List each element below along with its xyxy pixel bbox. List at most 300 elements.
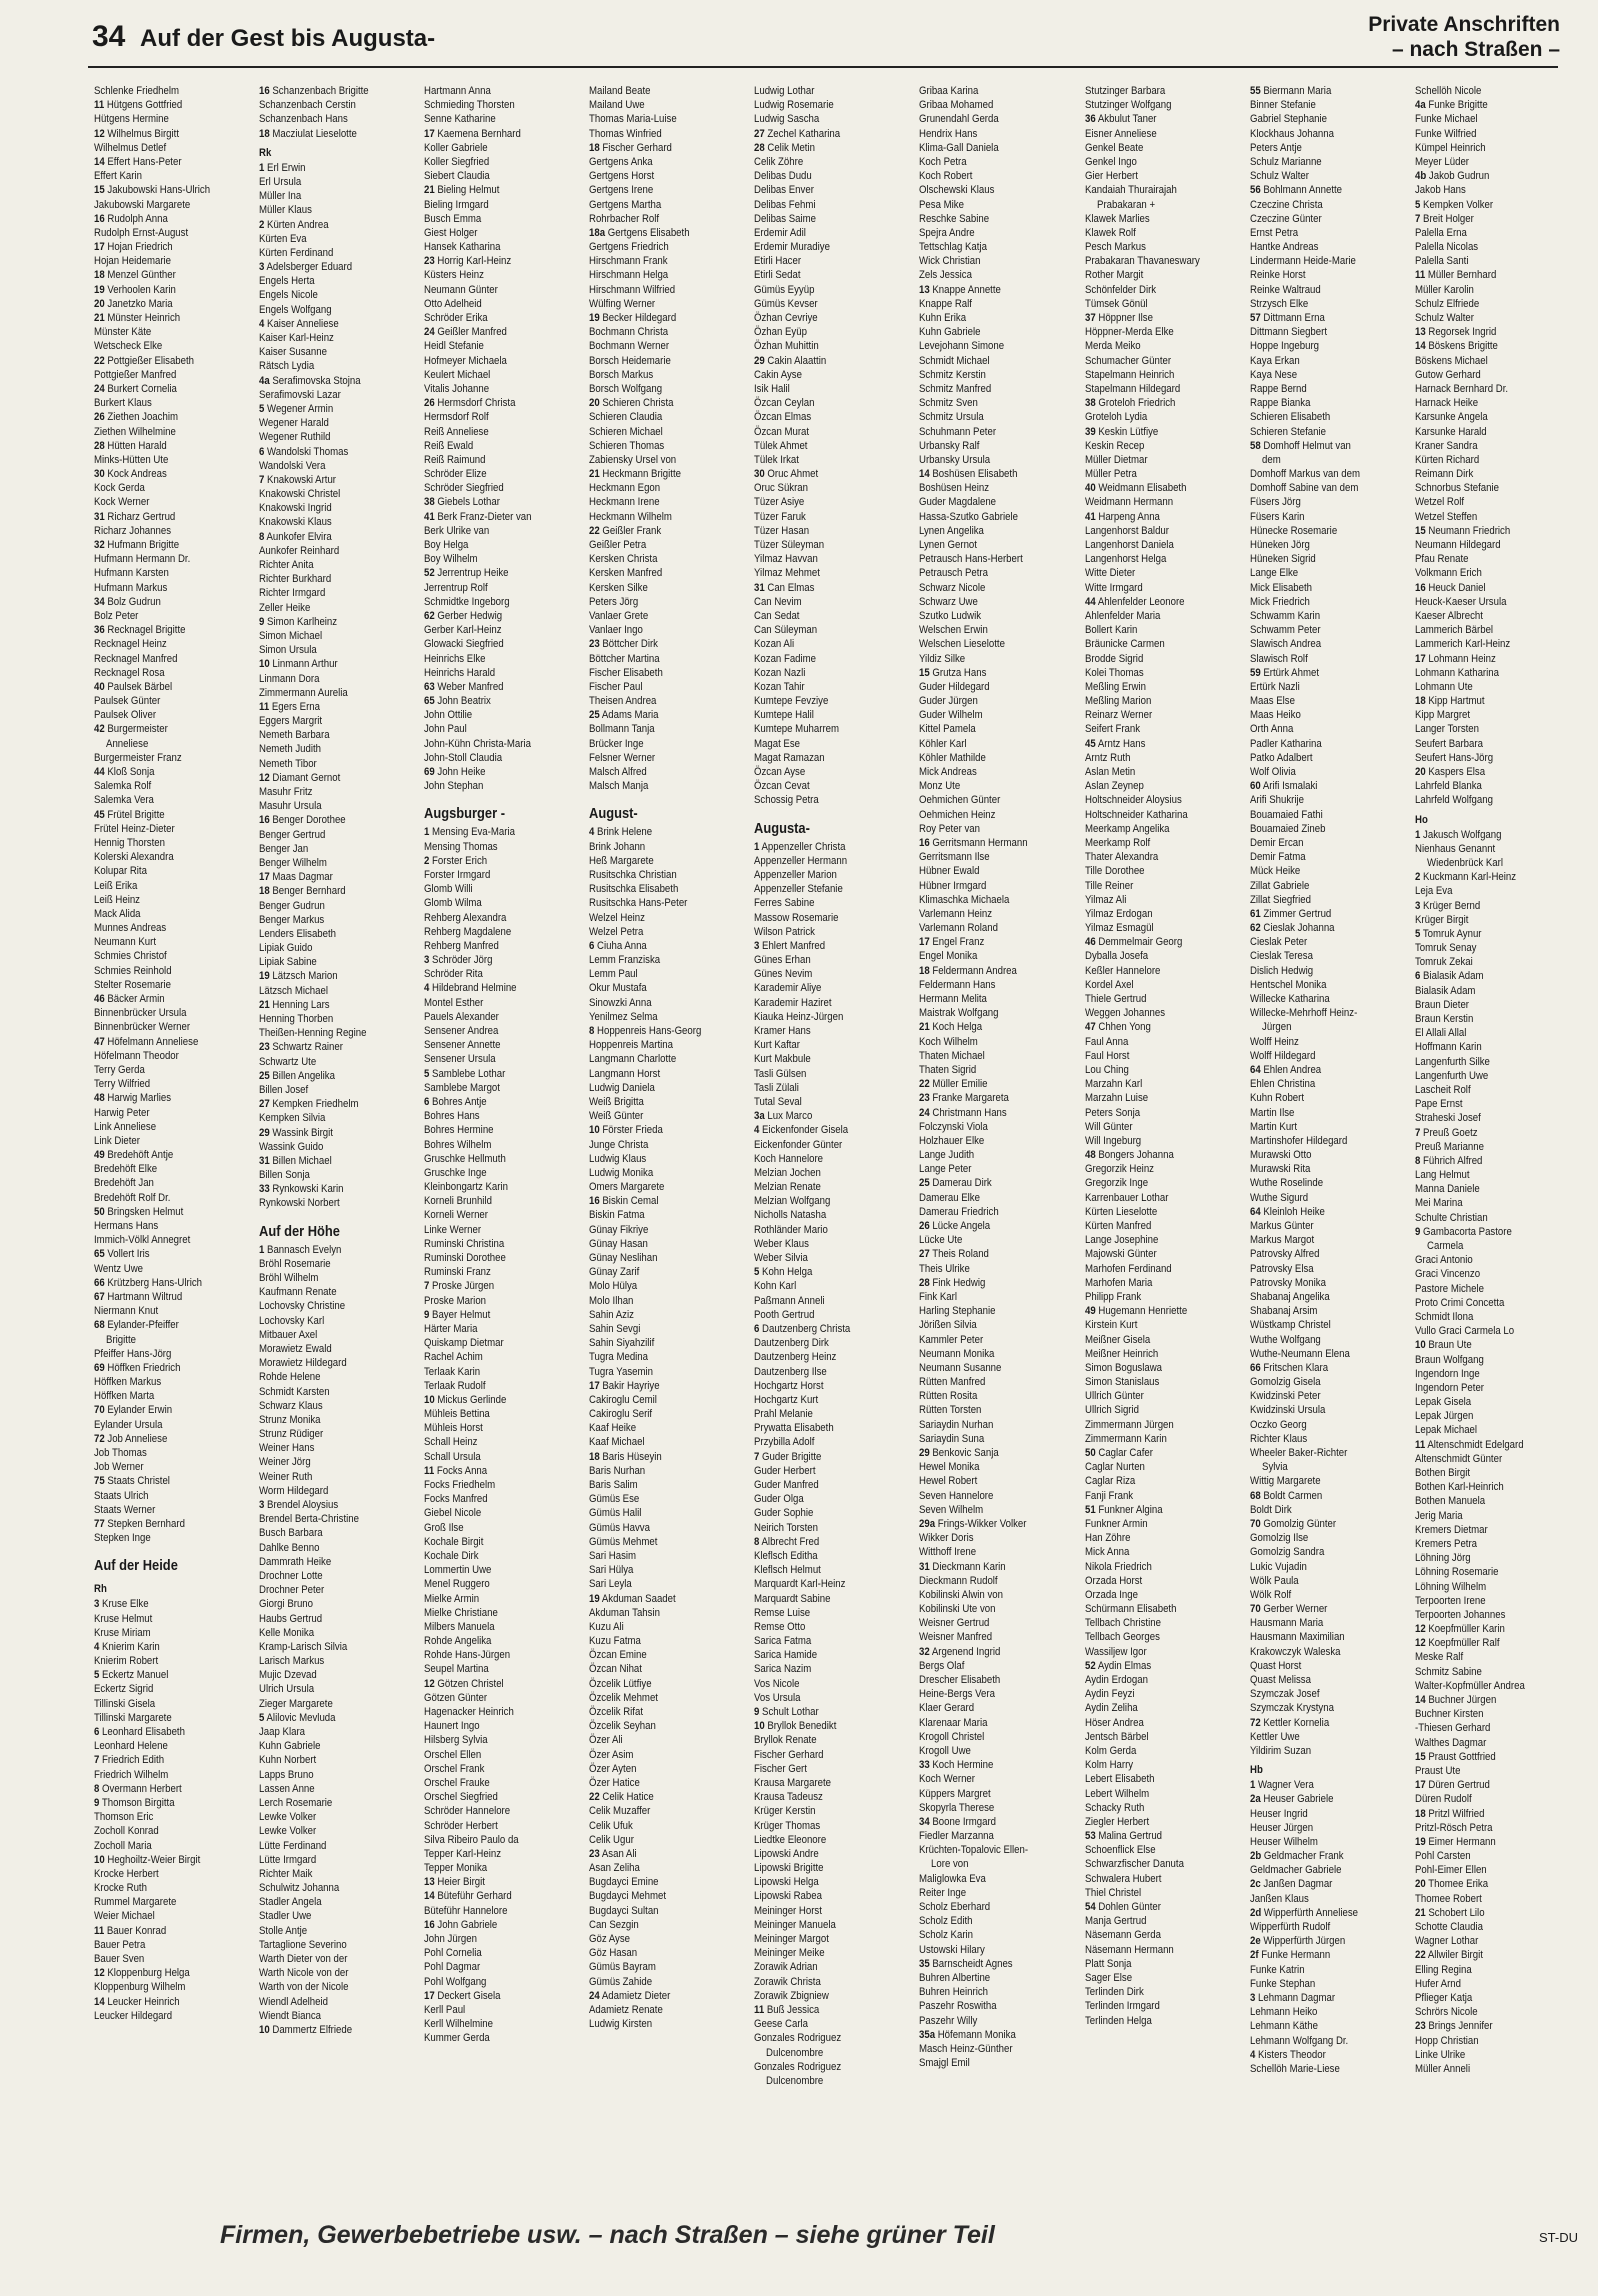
resident-name: Kozan Ali xyxy=(754,638,795,651)
resident-name: Seufert Hans-Jörg xyxy=(1415,751,1494,764)
resident-entry xyxy=(94,538,230,552)
resident-name: Knakowski Ingrid xyxy=(259,502,332,515)
resident-entry xyxy=(94,1247,230,1261)
resident-name: Theis Roland xyxy=(932,1248,989,1261)
resident-entry xyxy=(424,1833,560,1847)
resident-entry xyxy=(1085,339,1221,353)
resident-entry xyxy=(1250,538,1386,552)
resident-name: Jerig Maria xyxy=(1415,1509,1463,1522)
resident-entry xyxy=(919,1460,1055,1474)
resident-name: Brings Jennifer xyxy=(1428,2020,1493,2033)
resident-name: Leucker Hildegard xyxy=(94,2009,173,2022)
resident-name: Gruschke Hellmuth xyxy=(424,1152,506,1165)
resident-entry xyxy=(919,354,1055,368)
resident-entry xyxy=(589,840,725,854)
resident-entry xyxy=(94,1006,230,1020)
resident-name: Müller Emilie xyxy=(932,1078,988,1091)
resident-entry xyxy=(754,1067,890,1081)
resident-name: Ludwig Rosemarie xyxy=(754,99,834,112)
resident-name: Fink Karl xyxy=(919,1290,957,1303)
resident-name: Jakob Hans xyxy=(1415,184,1466,197)
resident-entry xyxy=(589,652,725,666)
resident-name: Weisner Manfred xyxy=(919,1631,993,1644)
resident-entry xyxy=(94,84,230,98)
resident-name: Lepak Jürgen xyxy=(1415,1410,1474,1423)
section-heading-line2: – nach Straßen – xyxy=(1391,38,1560,61)
house-number: 19 xyxy=(94,283,105,296)
resident-name: Biskin Cemal xyxy=(602,1195,659,1208)
resident-name: Thaten Sigrid xyxy=(919,1063,977,1076)
resident-entry xyxy=(424,1776,560,1790)
resident-name: Oruc Ahmet xyxy=(767,468,819,481)
resident-entry xyxy=(1415,1650,1551,1664)
resident-entry xyxy=(1085,879,1221,893)
resident-entry xyxy=(754,311,890,325)
resident-entry xyxy=(919,907,1055,921)
resident-name: Vanlaer Ingo xyxy=(589,624,643,637)
resident-entry xyxy=(94,1333,230,1347)
resident-name: Marzahn Luise xyxy=(1085,1092,1149,1105)
resident-entry xyxy=(1085,1262,1221,1276)
resident-name: Mei Marina xyxy=(1415,1197,1463,1210)
resident-entry xyxy=(1085,198,1221,212)
house-number: 18 xyxy=(589,1450,600,1463)
resident-entry xyxy=(259,1597,395,1611)
resident-entry xyxy=(1250,978,1386,992)
house-number: 10 xyxy=(259,2023,270,2036)
resident-name: Delibas Enver xyxy=(754,184,814,197)
resident-entry xyxy=(919,1106,1055,1120)
resident-entry xyxy=(424,1166,560,1180)
resident-entry xyxy=(424,254,560,268)
resident-name: Kumtepe Halil xyxy=(754,709,814,722)
resident-entry xyxy=(754,1975,890,1989)
resident-name: Senne Katharine xyxy=(424,113,496,126)
resident-entry xyxy=(424,1052,560,1066)
resident-name: Gomolzig Sandra xyxy=(1250,1546,1325,1559)
house-number: 4 xyxy=(424,982,430,995)
resident-name: Engels Herta xyxy=(259,275,315,288)
resident-name: Müller Ina xyxy=(259,190,302,203)
resident-entry xyxy=(919,1418,1055,1432)
resident-name: Focks Anna xyxy=(436,1464,488,1477)
resident-entry xyxy=(919,978,1055,992)
resident-name: Feldermann Andrea xyxy=(932,964,1017,977)
resident-name: Janetzko Maria xyxy=(107,297,173,310)
resident-name: Albrecht Fred xyxy=(761,1535,820,1548)
house-number: 51 xyxy=(1085,1503,1096,1516)
resident-entry xyxy=(1085,694,1221,708)
resident-entry xyxy=(424,552,560,566)
resident-name: Schmitz Sabine xyxy=(1415,1665,1482,1678)
resident-entry xyxy=(259,1498,395,1512)
house-number: 60 xyxy=(1250,780,1261,793)
resident-entry xyxy=(589,1932,725,1946)
resident-name: Verhoolen Karin xyxy=(107,283,176,296)
resident-entry xyxy=(919,652,1055,666)
resident-entry xyxy=(1415,595,1551,609)
resident-entry xyxy=(94,1304,230,1318)
resident-name: Benger Gudrun xyxy=(259,899,325,912)
resident-name: Zocholl Maria xyxy=(94,1839,152,1852)
house-number: 46 xyxy=(94,993,105,1005)
resident-name: Gerritsmann Ilse xyxy=(919,851,990,864)
resident-entry xyxy=(259,1484,395,1498)
resident-entry xyxy=(1415,1452,1551,1466)
resident-entry xyxy=(94,992,230,1006)
resident-name: Pohl Wolfgang xyxy=(424,1975,487,1988)
resident-name: Lammerich Bärbel xyxy=(1415,624,1494,637)
resident-name: Christmann Hans xyxy=(932,1106,1007,1119)
house-number: 8 xyxy=(589,1025,595,1037)
resident-entry xyxy=(259,331,395,345)
resident-name: Ludwig Klaus xyxy=(589,1152,647,1165)
resident-name: Kaiser Anneliese xyxy=(267,317,339,330)
resident-name: Langer Torsten xyxy=(1415,723,1480,736)
resident-name: Weier Michael xyxy=(94,1910,155,1923)
resident-entry xyxy=(1250,1906,1386,1920)
resident-name: Fritschen Klara xyxy=(1263,1361,1329,1374)
resident-name: Schellöh Nicole xyxy=(1415,85,1482,97)
house-number: 3 xyxy=(424,954,430,967)
resident-entry xyxy=(919,1857,1055,1871)
resident-entry xyxy=(1085,1815,1221,1829)
resident-name: Richter Anita xyxy=(259,559,314,571)
resident-name: Damerau Elke xyxy=(919,1191,980,1204)
house-number: 14 xyxy=(1415,1694,1426,1706)
resident-name: Varlemann Heinz xyxy=(919,907,993,920)
resident-name: Lipowski Helga xyxy=(754,1876,819,1889)
resident-entry xyxy=(1415,1821,1551,1835)
house-number: 3 xyxy=(1250,1991,1256,2004)
resident-name: Marquardt Sabine xyxy=(754,1592,831,1605)
house-number: 47 xyxy=(1085,1021,1096,1034)
resident-entry xyxy=(919,1588,1055,1602)
resident-name: Brodde Sigrid xyxy=(1085,652,1144,665)
house-number: 1 xyxy=(1250,1779,1256,1792)
resident-name: Allwiler Birgit xyxy=(1427,1949,1483,1962)
resident-entry xyxy=(1415,1934,1551,1948)
resident-entry xyxy=(754,1748,890,1762)
resident-entry xyxy=(589,1592,725,1606)
resident-name: Kolm Gerda xyxy=(1085,1744,1137,1757)
resident-entry xyxy=(1415,1977,1551,1991)
resident-entry xyxy=(919,1120,1055,1134)
resident-entry xyxy=(94,325,230,339)
resident-name: Strunz Monika xyxy=(259,1413,321,1426)
resident-name: Weber Silvia xyxy=(754,1252,808,1264)
resident-name: Rütten Manfred xyxy=(919,1376,986,1389)
resident-name: Schwartz Ute xyxy=(259,1055,317,1068)
resident-name: Kuhn Norbert xyxy=(259,1754,317,1767)
resident-name: Hansek Katharina xyxy=(424,241,501,254)
resident-name: Will Ingeburg xyxy=(1085,1134,1142,1147)
resident-entry xyxy=(1085,1517,1221,1531)
resident-entry xyxy=(1415,1665,1551,1679)
resident-name: Eylander Erwin xyxy=(107,1404,173,1417)
resident-entry xyxy=(1085,1645,1221,1659)
resident-entry xyxy=(1085,708,1221,722)
resident-name: Klarenaar Maria xyxy=(919,1716,988,1729)
resident-name: Omers Margarete xyxy=(589,1181,665,1194)
resident-entry xyxy=(1085,1432,1221,1446)
house-number: 21 xyxy=(424,184,435,197)
resident-entry xyxy=(589,1762,725,1776)
resident-name: Keßler Hannelore xyxy=(1085,964,1161,977)
resident-name: Maliglowka Eva xyxy=(919,1872,986,1885)
resident-name: Montel Esther xyxy=(424,996,484,1009)
resident-entry xyxy=(1085,1474,1221,1488)
resident-entry xyxy=(94,212,230,226)
resident-name: Schwalera Hubert xyxy=(1085,1872,1162,1885)
resident-name: Wagner Vera xyxy=(1258,1779,1314,1792)
resident-name: Nemeth Judith xyxy=(259,743,322,756)
resident-name: Glowacki Siegfried xyxy=(424,638,504,651)
resident-name: Schröder Rita xyxy=(424,968,483,981)
resident-name: Silva Ribeiro Paulo da xyxy=(424,1833,519,1846)
resident-entry xyxy=(259,955,395,969)
house-number: 3 xyxy=(259,261,265,274)
resident-name: Bohlmann Annette xyxy=(1263,184,1343,197)
resident-entry xyxy=(754,1024,890,1038)
house-number: 17 xyxy=(1415,652,1426,665)
resident-name: Hirschmann Wilfried xyxy=(589,283,676,296)
resident-name: Guder Manfred xyxy=(754,1479,819,1491)
resident-entry xyxy=(1250,396,1386,410)
resident-name: Akduman Saadet xyxy=(601,1592,676,1605)
resident-entry xyxy=(1085,297,1221,311)
house-number: 10 xyxy=(1415,1339,1426,1352)
resident-entry xyxy=(259,1413,395,1427)
house-number: 11 xyxy=(1415,269,1426,282)
resident-name: Elling Regina xyxy=(1415,1963,1472,1976)
resident-entry xyxy=(259,1526,395,1540)
resident-entry xyxy=(94,297,230,311)
resident-name: Mick Anna xyxy=(1085,1546,1130,1559)
resident-name: Mück Heike xyxy=(1250,865,1301,878)
resident-entry xyxy=(1415,2034,1551,2048)
resident-entry xyxy=(1085,1574,1221,1588)
house-number: 3 xyxy=(1415,899,1421,912)
resident-name: Buß Jessica xyxy=(766,2003,820,2016)
resident-entry xyxy=(1250,467,1386,481)
house-number: 12 xyxy=(1415,1637,1426,1650)
resident-entry xyxy=(1415,1537,1551,1551)
resident-entry xyxy=(1085,949,1221,963)
resident-entry xyxy=(1250,2062,1386,2076)
resident-entry xyxy=(1085,169,1221,183)
house-number: 4 xyxy=(589,826,595,839)
resident-entry xyxy=(1085,1872,1221,1886)
resident-entry xyxy=(94,1824,230,1838)
resident-name: Gribaa Karina xyxy=(919,85,979,97)
resident-entry xyxy=(1415,1707,1551,1721)
resident-name: Holtschneider Aloysius xyxy=(1085,794,1182,807)
resident-entry xyxy=(424,1081,560,1095)
house-number: 10 xyxy=(259,658,270,671)
resident-entry xyxy=(589,240,725,254)
resident-name: Willecke-Mehrhoff Heinz- xyxy=(1250,1007,1358,1020)
resident-entry xyxy=(1085,1347,1221,1361)
resident-name: Paulsek Oliver xyxy=(94,709,157,722)
resident-name: Füsers Karin xyxy=(1250,510,1305,523)
resident-entry xyxy=(1250,112,1386,126)
resident-entry xyxy=(259,1711,395,1725)
resident-name: Cieslak Peter xyxy=(1250,936,1308,949)
resident-name: Bugdayci Mehmet xyxy=(589,1890,667,1903)
resident-entry xyxy=(1085,1829,1221,1843)
resident-entry xyxy=(1415,1480,1551,1494)
resident-entry xyxy=(919,1233,1055,1247)
resident-entry xyxy=(589,1975,725,1989)
resident-name: Geldmacher Frank xyxy=(1263,1850,1344,1863)
resident-entry xyxy=(1415,666,1551,680)
resident-entry xyxy=(424,1847,560,1861)
resident-entry xyxy=(424,1223,560,1237)
resident-name: Hochgartz Horst xyxy=(754,1379,824,1392)
resident-entry xyxy=(754,1421,890,1435)
resident-name: Grunendahl Gerda xyxy=(919,113,999,126)
house-number: 20 xyxy=(1415,1878,1426,1891)
resident-entry xyxy=(754,1804,890,1818)
resident-entry xyxy=(94,1768,230,1782)
resident-entry xyxy=(1250,1877,1386,1891)
resident-entry xyxy=(589,1691,725,1705)
resident-entry xyxy=(919,637,1055,651)
resident-name: Ludwig Monika xyxy=(589,1166,654,1179)
resident-entry xyxy=(1085,1701,1221,1715)
resident-entry xyxy=(1415,155,1551,169)
resident-name: Wipperfürth Rudolf xyxy=(1250,1921,1331,1933)
resident-entry xyxy=(754,1478,890,1492)
resident-name: Özcelik Mehmet xyxy=(589,1691,658,1704)
resident-name: Weiner Ruth xyxy=(259,1470,313,1483)
resident-entry xyxy=(424,2003,560,2017)
resident-name: Vos Nicole xyxy=(754,1677,800,1690)
resident-name: John Stephan xyxy=(424,780,484,793)
resident-entry xyxy=(1415,2048,1551,2062)
resident-entry xyxy=(589,1038,725,1052)
resident-name: Kempken Friedhelm xyxy=(272,1098,359,1111)
resident-entry xyxy=(259,899,395,913)
resident-name: Altenschmidt Günter xyxy=(1415,1452,1503,1465)
resident-entry xyxy=(1085,112,1221,126)
resident-entry xyxy=(589,1123,725,1137)
resident-name: Patko Adalbert xyxy=(1250,751,1313,764)
resident-name: Bakir Hayriye xyxy=(602,1379,660,1392)
resident-name: Kisters Theodor xyxy=(1258,2048,1326,2061)
resident-name: Lange Peter xyxy=(919,1163,972,1176)
resident-name: Bredehöft Rolf Dr. xyxy=(94,1191,171,1204)
resident-entry xyxy=(94,1361,230,1375)
resident-entry xyxy=(754,981,890,995)
resident-name: Olschewski Klaus xyxy=(919,184,995,197)
resident-entry xyxy=(94,949,230,963)
resident-name: Patrovsky Monika xyxy=(1250,1276,1326,1289)
resident-entry xyxy=(94,112,230,126)
house-number: 12 xyxy=(94,127,105,140)
resident-name: Pesch Markus xyxy=(1085,241,1146,254)
resident-entry xyxy=(424,481,560,495)
footer-code: ST-DU xyxy=(1539,2230,1578,2245)
resident-entry xyxy=(1250,240,1386,254)
house-number: 7 xyxy=(424,1280,430,1293)
resident-entry xyxy=(94,453,230,467)
resident-entry xyxy=(1250,1219,1386,1233)
resident-entry xyxy=(424,169,560,183)
resident-name: Stelter Rosemarie xyxy=(94,978,172,991)
resident-name: Rohde Hans-Jürgen xyxy=(424,1649,511,1662)
house-number: 7 xyxy=(754,1450,760,1463)
resident-entry xyxy=(754,1506,890,1520)
resident-name: Koepfmüller Karin xyxy=(1428,1623,1505,1636)
resident-name: Özcan Cevat xyxy=(754,780,810,793)
house-number: 65 xyxy=(424,695,435,708)
house-number: 70 xyxy=(1250,1517,1261,1530)
resident-name: Lewke Volker xyxy=(259,1811,317,1824)
resident-name: Dohlen Günter xyxy=(1098,1901,1161,1913)
resident-name: Krausa Tadeusz xyxy=(754,1791,823,1804)
resident-entry xyxy=(1415,84,1551,98)
resident-name: Vullo Graci Carmela Lo xyxy=(1415,1325,1515,1338)
resident-entry xyxy=(1250,680,1386,694)
resident-entry xyxy=(919,1687,1055,1701)
resident-name: Hoffmann Karin xyxy=(1415,1041,1482,1054)
resident-name: Kozan Fadime xyxy=(754,652,817,665)
resident-entry xyxy=(1250,992,1386,1006)
resident-name: Frütel Heinz-Dieter xyxy=(94,822,175,835)
house-number: 16 xyxy=(259,814,270,827)
resident-entry xyxy=(1085,1928,1221,1942)
resident-entry xyxy=(1415,354,1551,368)
resident-entry xyxy=(1250,609,1386,623)
resident-name: Malina Gertrud xyxy=(1098,1830,1163,1843)
resident-entry xyxy=(1415,637,1551,651)
resident-name: Krogoll Uwe xyxy=(919,1744,971,1757)
resident-name: Schanzenbach Cerstin xyxy=(259,99,356,112)
resident-entry xyxy=(919,708,1055,722)
resident-entry xyxy=(919,1276,1055,1290)
resident-entry xyxy=(919,1914,1055,1928)
resident-name: Roy Peter van xyxy=(919,822,980,835)
resident-name: Wipperfürth Anneliese xyxy=(1263,1906,1359,1919)
resident-entry xyxy=(589,1889,725,1903)
resident-entry xyxy=(1415,1906,1551,1920)
resident-name: Guder Jürgen xyxy=(919,695,978,708)
resident-entry xyxy=(1415,1353,1551,1367)
resident-entry xyxy=(1250,1730,1386,1744)
resident-name: Jürgen xyxy=(1262,1021,1292,1034)
resident-name: Sarica Nazim xyxy=(754,1663,812,1676)
resident-entry xyxy=(589,183,725,197)
resident-name: Lange Josephine xyxy=(1085,1234,1159,1247)
resident-entry xyxy=(259,1427,395,1441)
resident-name: Hüneken Sigrid xyxy=(1250,553,1316,566)
resident-name: Jakubowski Hans-Ulrich xyxy=(107,184,211,197)
resident-name: Terpoorten Johannes xyxy=(1415,1608,1506,1621)
house-number: 4a xyxy=(1415,99,1426,112)
resident-name: Wassink Guido xyxy=(259,1140,324,1153)
house-number: 41 xyxy=(1085,510,1096,523)
resident-entry xyxy=(754,2031,890,2045)
house-number: 55 xyxy=(1250,85,1261,97)
resident-entry xyxy=(259,459,395,473)
resident-name: Lipowski Brigitte xyxy=(754,1862,824,1875)
house-number: 16 xyxy=(919,836,930,849)
resident-entry xyxy=(919,964,1055,978)
house-number: 45 xyxy=(1085,737,1096,750)
resident-entry xyxy=(589,325,725,339)
